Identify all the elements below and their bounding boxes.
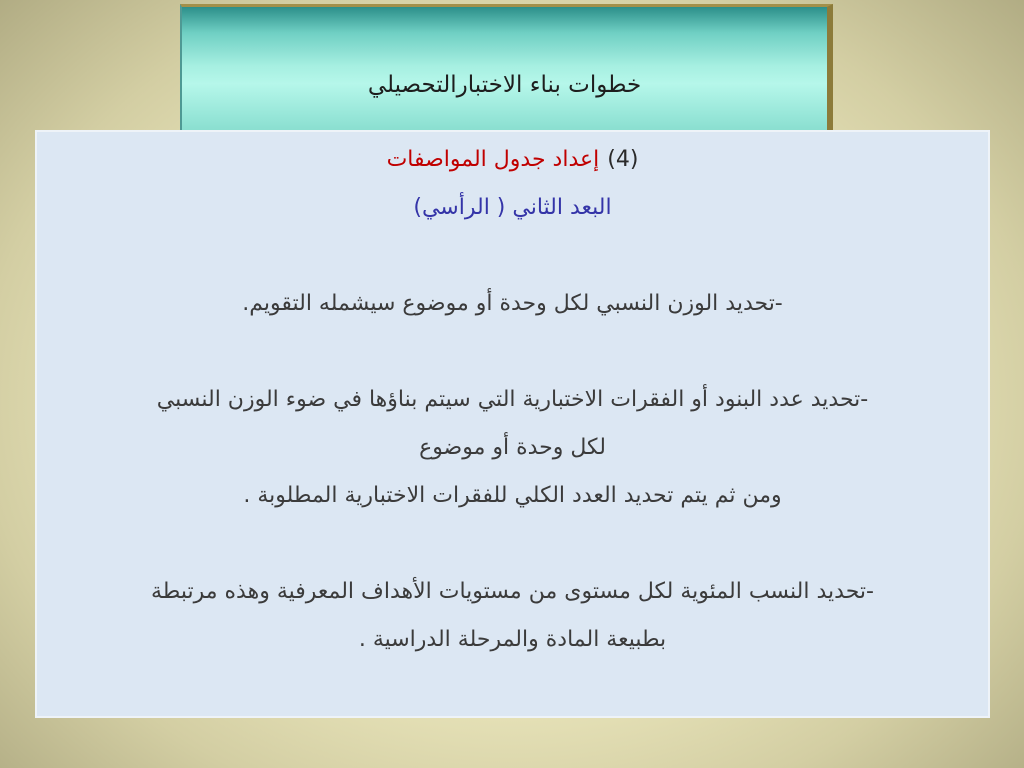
- section-number: (4): [607, 147, 639, 172]
- paragraph-line: -تحديد النسب المئوية لكل مستوى من مستويات الأهداف المعرفية وهذه مرتبطة: [151, 579, 874, 604]
- paragraph-line: -تحديد الوزن النسبي لكل وحدة أو موضوع سيشمله التقويم.: [242, 291, 783, 316]
- title-box: [180, 4, 833, 135]
- paragraph-line: لكل وحدة أو موضوع: [419, 435, 606, 460]
- section-heading-text: إعداد جدول المواصفات: [386, 147, 600, 172]
- paragraph-line: -تحديد عدد البنود أو الفقرات الاختبارية التي سيتم بناؤها في ضوء الوزن النسبي: [156, 387, 869, 412]
- bullet-paragraph-percentages: [57, 568, 968, 664]
- section-subheading: البعد الثاني ( الرأسي): [413, 195, 612, 220]
- content-box: [35, 130, 990, 718]
- paragraph-line: ومن ثم يتم تحديد العدد الكلي للفقرات الاختبارية المطلوبة .: [243, 483, 782, 508]
- section-heading: [57, 136, 968, 184]
- slide-body: [37, 136, 988, 664]
- bullet-paragraph-item-count: [57, 376, 968, 520]
- slide-title: خطوات بناء الاختبارالتحصيلي: [367, 72, 642, 98]
- bullet-paragraph-relative-weight: [57, 280, 968, 328]
- paragraph-line: بطبيعة المادة والمرحلة الدراسية .: [358, 627, 667, 652]
